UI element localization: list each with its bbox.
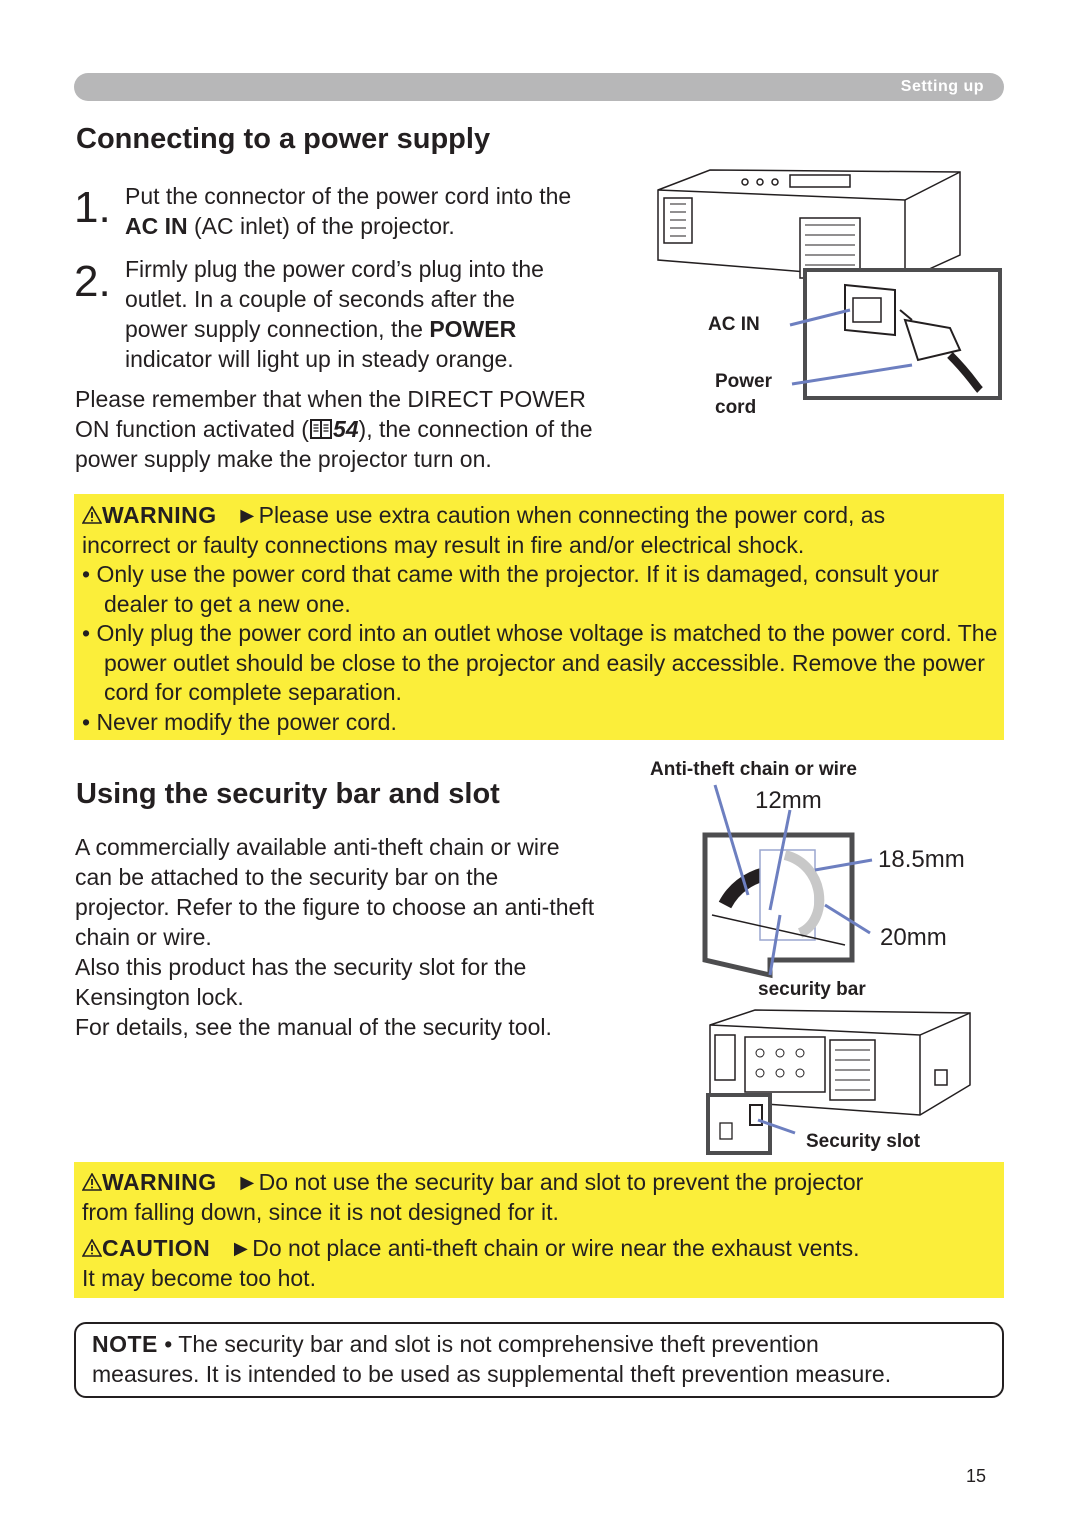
caution-triangle-icon xyxy=(82,1239,102,1257)
warning-box-security: WARNING ►Do not use the security bar and slot to prevent the projector from falling down, since it is not designed for it. CAUTION ►Do not place anti-theft chain or wire near the exhaust vents. It may become too hot. xyxy=(74,1162,1004,1298)
dimension-12mm: 12mm xyxy=(755,787,822,814)
caution-tag: CAUTION xyxy=(102,1235,211,1261)
power-connection-figure xyxy=(650,160,1010,430)
warning-box-power xyxy=(74,494,1004,740)
page-reference[interactable]: 54 xyxy=(332,416,359,442)
warning-tag: WARNING xyxy=(102,502,217,528)
ac-in-label: AC IN xyxy=(708,314,760,335)
security-bar-label: security bar xyxy=(758,979,866,1000)
anti-theft-label: Anti-theft chain or wire xyxy=(650,759,857,780)
warning-bullet: • Only use the power cord that came with the projector. If it is damaged, consult your dealer to get a new one. xyxy=(82,561,939,617)
security-description: A commercially available anti-theft chain or wire can be attached to the security bar on the projector. Refer to the figure to choose an anti-theft chain or wire. Also this product has the security slot for the Kensington lock. For details, see the manual of the security tool. xyxy=(75,834,595,1040)
note-box: NOTE • The security bar and slot is not comprehensive theft prevention measures. It is intended to be used as supplemental theft prevention measure. xyxy=(74,1322,1004,1398)
cord-label: cord xyxy=(715,397,757,418)
warning-tag: WARNING xyxy=(102,1169,217,1195)
ac-in-term: AC IN xyxy=(125,213,188,239)
power-label: Power xyxy=(715,371,773,392)
warning-line-2: incorrect or faulty connections may result in fire and/or electrical shock. xyxy=(82,531,805,558)
step-2-text: Firmly plug the power cord’s plug into the outlet. In a couple of seconds after the power supply connection, the POWER indicator will light up in steady orange. xyxy=(125,256,544,372)
step-2-number: 2. xyxy=(74,257,111,306)
book-ref-icon xyxy=(309,418,333,440)
note-tag: NOTE xyxy=(92,1331,158,1357)
page-number: 15 xyxy=(966,1466,987,1486)
warning-triangle-icon xyxy=(82,1173,102,1191)
warning-bullet: • Never modify the power cord. xyxy=(82,708,397,735)
direct-power-note: Please remember that when the DIRECT POWER ON function activated ( 54), the connection of the power supply make the projector turn on. xyxy=(75,386,593,472)
security-section-title: Using the security bar and slot xyxy=(76,778,500,810)
warning-line-1: ►Please use extra caution when connecting the power cord, as xyxy=(235,502,886,528)
security-figure xyxy=(620,755,1010,1155)
security-slot-label: Security slot xyxy=(806,1131,921,1152)
power-section-title: Connecting to a power supply xyxy=(76,123,491,155)
dimension-18-5mm: 18.5mm xyxy=(878,846,965,873)
warning-bullet: • Only plug the power cord into an outlet whose voltage is matched to the power cord. The power outlet should be close to the projector and easily accessible. Remove the power cord for complete separation. xyxy=(82,620,998,705)
dimension-20mm: 20mm xyxy=(880,924,947,951)
power-term: POWER xyxy=(429,316,517,342)
section-label: Setting up xyxy=(900,78,984,95)
warning-triangle-icon xyxy=(82,506,102,524)
section-header-bar xyxy=(74,73,1004,101)
kensington-lock-icon xyxy=(720,1123,732,1139)
step-1-text: Put the connector of the power cord into the AC IN (AC inlet) of the projector. xyxy=(125,183,572,239)
step-1-number: 1. xyxy=(74,183,111,232)
